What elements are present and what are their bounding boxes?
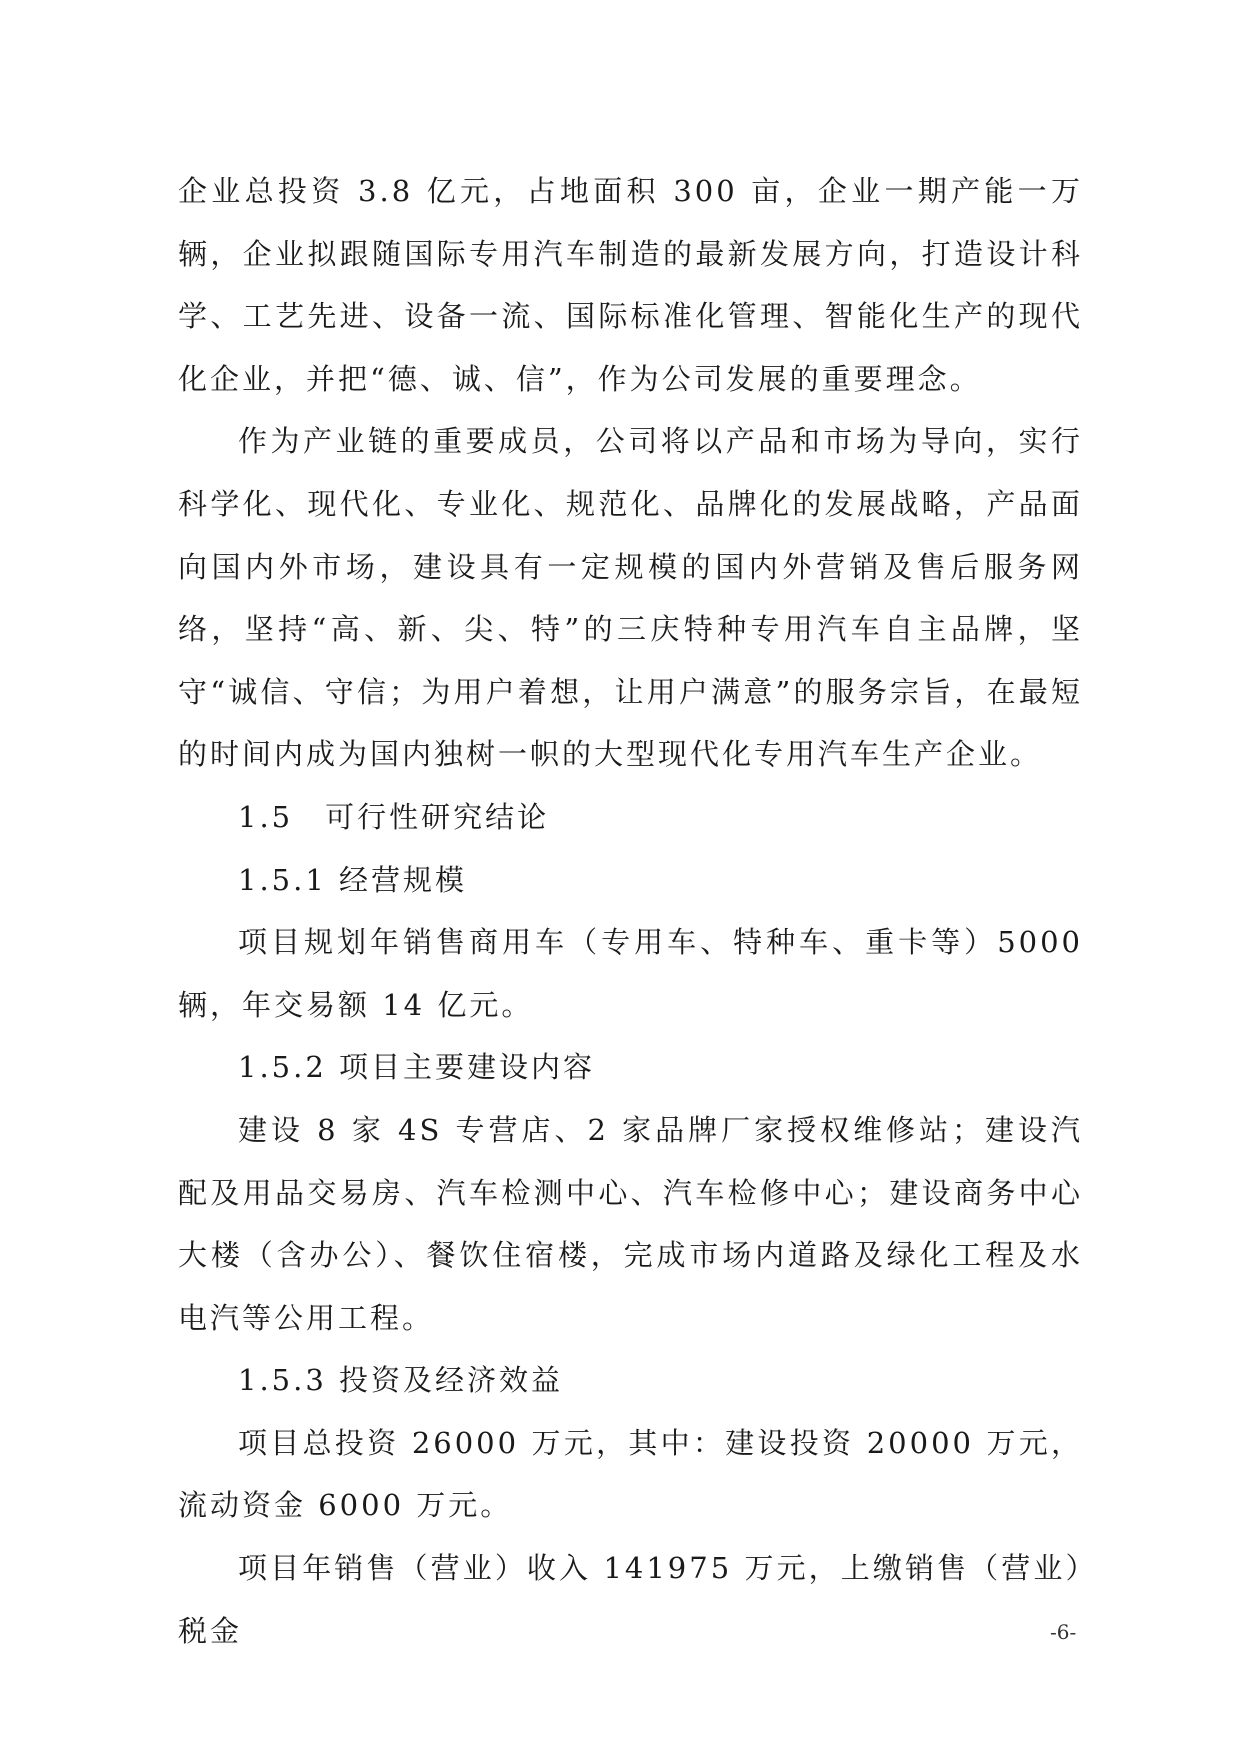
paragraph-operating-scale: 项目规划年销售商用车（专用车、特种车、重卡等）5000 辆，年交易额 14 亿元。: [178, 925, 1083, 1022]
subsection-heading-construction-content: 1.5.2 项目主要建设内容: [238, 1050, 596, 1085]
subsection-heading-investment-benefits: 1.5.3 投资及经济效益: [238, 1363, 564, 1398]
subsection-heading-operating-scale: 1.5.1 经营规模: [238, 862, 468, 897]
body-text: [178, 160, 1083, 1662]
section-heading-feasibility-conclusion: 1.5 可行性研究结论: [238, 799, 550, 834]
page-number: -6-: [1050, 1620, 1077, 1644]
paragraph-total-investment: 项目总投资 26000 万元，其中：建设投资 20000 万元，流动资金 6000 万元。: [178, 1425, 1083, 1523]
paragraph-annual-revenue: 项目年销售（营业）收入 141975 万元，上缴销售（营业）税金: [178, 1551, 1083, 1648]
paragraph-construction-content: 建设 8 家 4S 专营店、2 家品牌厂家授权维修站；建设汽配及用品交易房、汽车检测中心、汽车检修中心；建设商务中心大楼（含办公）、餐饮住宿楼，完成市场内道路及绿化工程及水电汽等公用工程。: [178, 1112, 1083, 1335]
paragraph-company-investment: 企业总投资 3.8 亿元，占地面积 300 亩，企业一期产能一万辆，企业拟跟随国际专用汽车制造的最新发展方向，打造设计科学、工艺先进、设备一流、国际标准化管理、智能化生产的现代化企业，并把“德、诚、信”，作为公司发展的重要理念。: [178, 174, 1083, 396]
paragraph-industry-chain: 作为产业链的重要成员，公司将以产品和市场为导向，实行科学化、现代化、专业化、规范化、品牌化的发展战略，产品面向国内外市场，建设具有一定规模的国内外营销及售后服务网络，坚持“高、新、尖、特”的三庆特种专用汽车自主品牌，坚守“诚信、守信；为用户着想，让用户满意”的服务宗旨，在最短的时间内成为国内独树一帜的大型现代化专用汽车生产企业。: [178, 424, 1083, 772]
